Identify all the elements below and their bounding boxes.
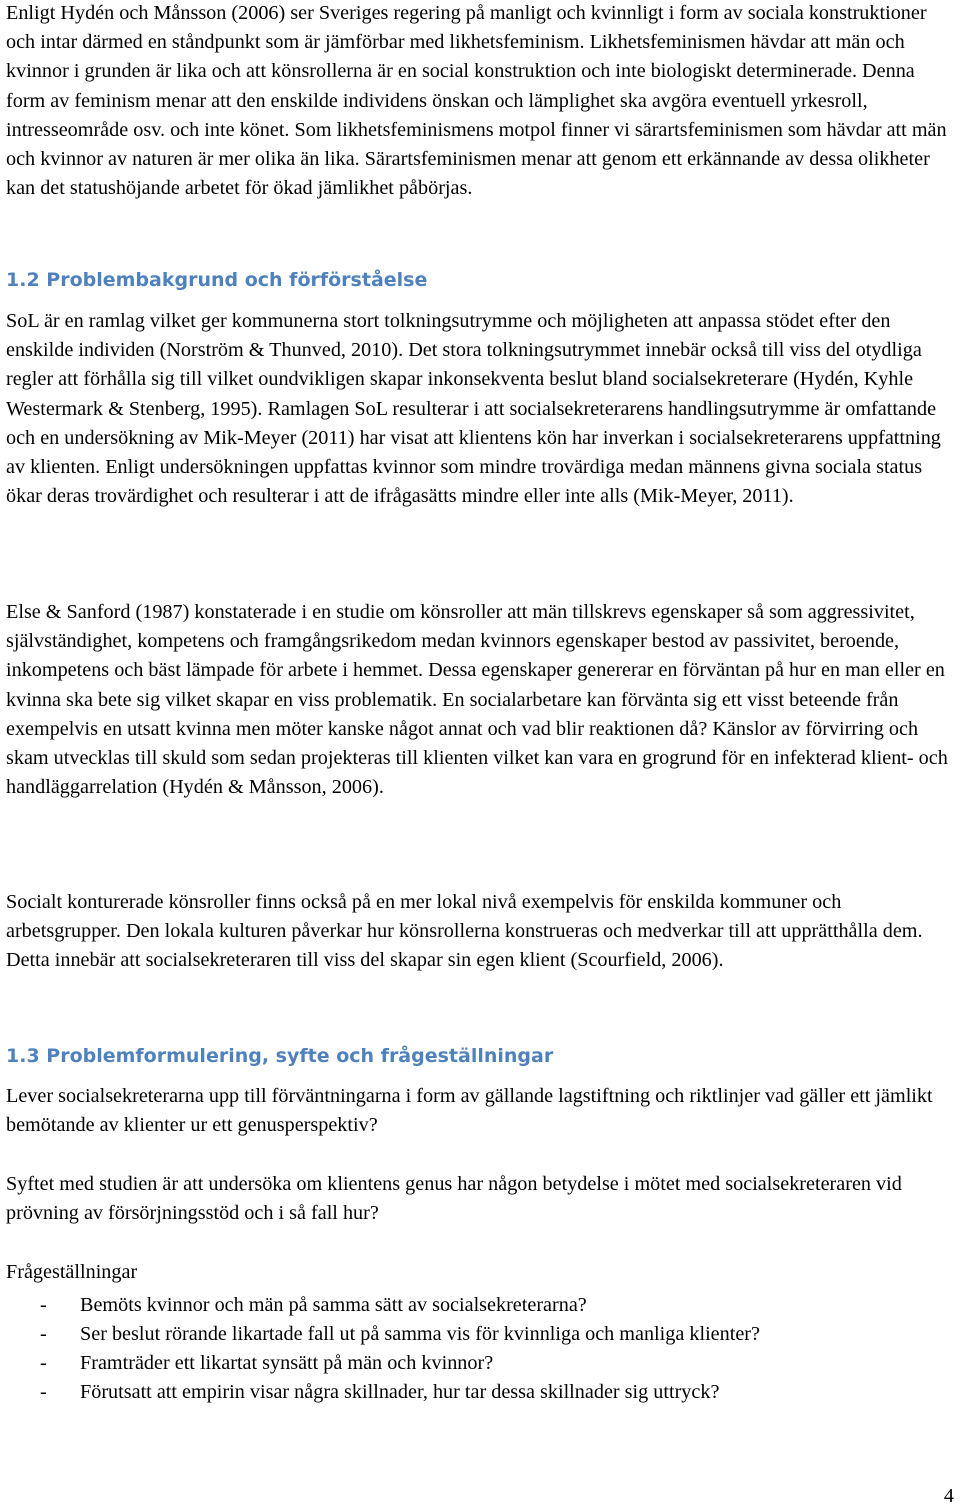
section-heading-1-3: 1.3 Problemformulering, syfte och frågeställningar (6, 1045, 554, 1067)
paragraph-problem-background: SoL är en ramlag vilket ger kommunerna stort tolkningsutrymme och möjligheten att anpassa stödet efter den enskilde individen (Norström & Thunved, 2010). Det stora tolkningsutrymmet innebär också till viss del otydliga regler att förhålla sig till vilket oundvikligen skapar inkonsekventa beslut bland socialsekreterare (Hydén, Kyhle Westermark & Stenberg, 1995). Ramlagen SoL resulterar i att socialsekreterarens handlingsutrymme är omfattande och en undersökning av Mik-Meyer (2011) har visat att klientens kön har inverkan i socialsekreterarens uppfattning av klienten. Enligt undersökningen uppfattas kvinnor som mindre trovärdiga medan männens givna sociala status ökar deras trovärdighet och resulterar i att de ifrågasätts mindre eller inte alls (Mik-Meyer, 2011). (6, 310, 941, 508)
page-number: 4 (943, 1485, 954, 1507)
questions-label: Frågeställningar (6, 1261, 138, 1283)
dash-bullet: - (40, 1294, 47, 1316)
question-text: Förutsatt att empirin visar några skillnader, hur tar dessa skillnader sig uttryck? (80, 1381, 720, 1403)
section-heading-1-2: 1.2 Problembakgrund och förförståelse (6, 269, 428, 291)
paragraph-research-question: Lever socialsekreterarna upp till förväntningarna i form av gällande lagstiftning och riktlinjer vad gäller ett jämlikt bemötande av klienter ur ett genusperspektiv? (6, 1085, 933, 1137)
list-item (6, 1378, 760, 1407)
paragraph-gender-roles: Else & Sanford (1987) konstaterade i en studie om könsroller att män tillskrevs egenskaper så som aggressivitet, självständighet, kompetens och framgångsrikedom medan kvinnors egenskaper bestod av passivitet, beroende, inkompetens och bäst lämpade för arbete i hemmet. Dessa egenskaper genererar en förväntan på hur en man eller en kvinna ska bete sig vilket skapar en viss problematik. En socialarbetare kan förvänta sig ett visst beteende från exempelvis en utsatt kvinna men möter kanske något annat och vad blir reaktionen då? Känslor av förvirring och skam utvecklas till skuld som sedan projekteras till klienten vilket kan vara en grogrund för en infekterad klient- och handläggarrelation (Hydén & Månsson, 2006). (6, 601, 948, 799)
paragraph-purpose: Syftet med studien är att undersöka om klientens genus har någon betydelse i mötet med socialsekreteraren vid prövning av försörjningsstöd och i så fall hur? (6, 1173, 902, 1225)
questions-list (6, 1291, 760, 1407)
question-text: Bemöts kvinnor och män på samma sätt av socialsekreterarna? (80, 1294, 587, 1316)
question-text: Framträder ett likartat synsätt på män och kvinnor? (80, 1352, 494, 1374)
dash-bullet: - (40, 1381, 47, 1403)
question-text: Ser beslut rörande likartade fall ut på samma vis för kvinnliga och manliga klienter? (80, 1323, 760, 1345)
list-item (6, 1291, 760, 1320)
dash-bullet: - (40, 1323, 47, 1345)
list-item (6, 1320, 760, 1349)
list-item (6, 1349, 760, 1378)
dash-bullet: - (40, 1352, 47, 1374)
paragraph-local-culture: Socialt konturerade könsroller finns också på en mer lokal nivå exempelvis för enskilda kommuner och arbetsgrupper. Den lokala kulturen påverkar hur könsrollerna konstrueras och medverkar till att upprätthålla dem. Detta innebär att socialsekreteraren till viss del skapar sin egen klient (Scourfield, 2006). (6, 891, 923, 972)
intro-paragraph: Enligt Hydén och Månsson (2006) ser Sveriges regering på manligt och kvinnligt i form av sociala konstruktioner och intar därmed en ståndpunkt som är jämförbar med likhetsfeminism. Likhetsfeminismen hävdar att män och kvinnor i grunden är lika och att könsrollerna är en social konstruktion och inte biologiskt determinerade. Denna form av feminism menar att den enskilde individens önskan och lämplighet ska avgöra eventuell yrkesroll, intresseområde osv. och inte könet. Som likhetsfeminismens motpol finner vi särartsfeminismen som hävdar att män och kvinnor av naturen är mer olika än lika. Särartsfeminismen menar att genom ett erkännande av dessa olikheter kan det statushöjande arbetet för ökad jämlikhet påbörjas. (6, 2, 947, 200)
